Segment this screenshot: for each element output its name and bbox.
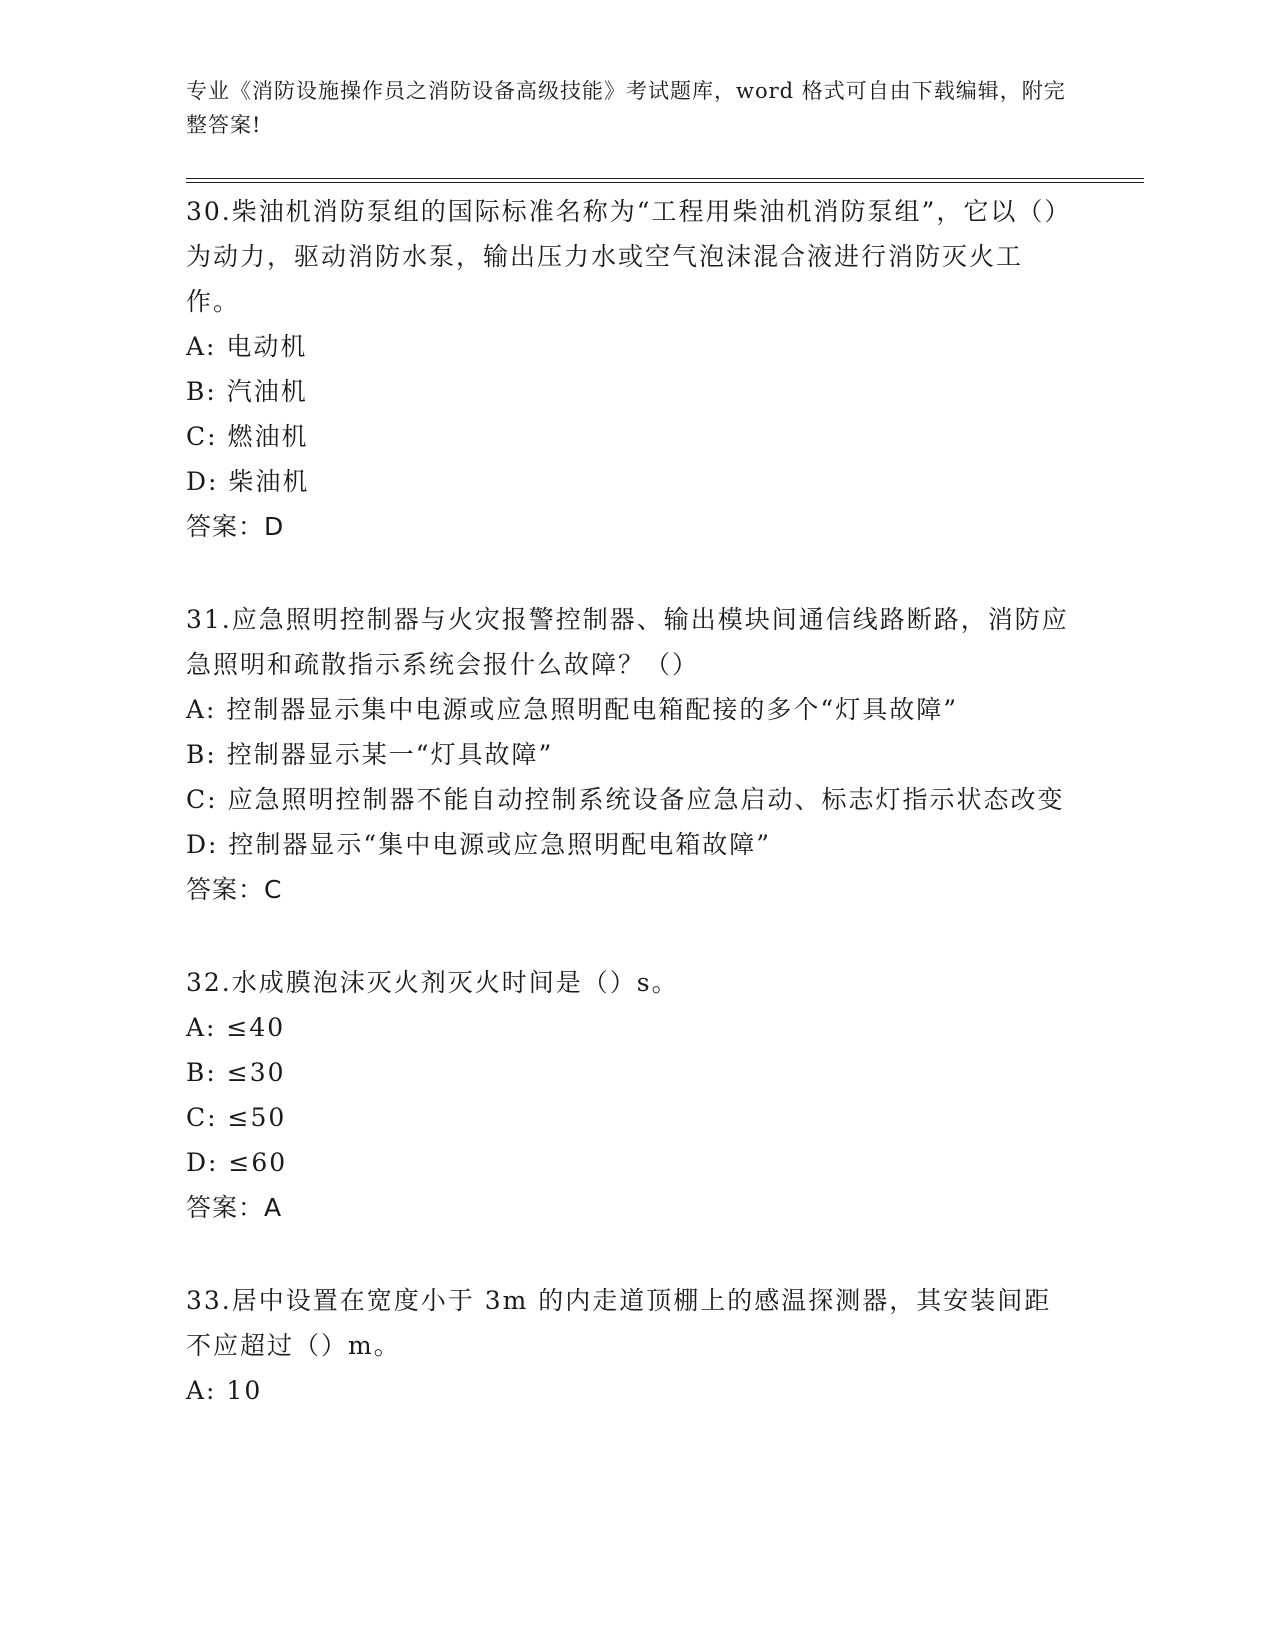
question-text: 31.应急照明控制器与火灾报警控制器、输出模块间通信线路断路，消防应急照明和疏散指示系统会报什么故障？（）: [186, 605, 1069, 679]
question-text: 32.水成膜泡沫灭火剂灭火时间是（）s。: [186, 968, 679, 997]
option-c: C: 燃油机: [186, 422, 309, 451]
question-32: [186, 960, 1076, 1230]
option-b: B: ≤30: [186, 1058, 286, 1087]
document-header: 专业《消防设施操作员之消防设备高级技能》考试题库，word 格式可自由下载编辑，附完整答案!: [186, 79, 1066, 137]
answer: 答案：C: [186, 875, 283, 904]
question-30: [186, 189, 1076, 549]
answer: 答案：D: [186, 512, 285, 541]
option-b: B: 控制器显示某一“灯具故障”: [186, 740, 554, 769]
question-31: [186, 597, 1076, 912]
question-text: 33.居中设置在宽度小于 3m 的内走道顶棚上的感温探测器，其安装间距不应超过（）m。: [186, 1286, 1052, 1360]
option-a: A: 10: [186, 1376, 263, 1405]
option-a: A: 控制器显示集中电源或应急照明配电箱配接的多个“灯具故障”: [186, 695, 958, 724]
option-d: D: 柴油机: [186, 467, 310, 496]
question-33: [186, 1278, 1076, 1413]
option-d: D: ≤60: [186, 1148, 288, 1177]
option-a: A: 电动机: [186, 332, 308, 361]
option-c: C: 应急照明控制器不能自动控制系统设备应急启动、标志灯指示状态改变: [186, 785, 1065, 814]
option-c: C: ≤50: [186, 1103, 287, 1132]
header-rule-top: [186, 178, 1144, 179]
option-b: B: 汽油机: [186, 377, 308, 406]
option-d: D: 控制器显示“集中电源或应急照明配电箱故障”: [186, 830, 771, 859]
answer: 答案：A: [186, 1193, 283, 1222]
question-text: 30.柴油机消防泵组的国际标准名称为“工程用柴油机消防泵组”，它以（）为动力，驱动消防水泵，输出压力水或空气泡沫混合液进行消防灭火工作。: [186, 197, 1072, 316]
question-list: [186, 189, 1076, 1461]
option-a: A: ≤40: [186, 1013, 286, 1042]
header-rule-bottom: [186, 182, 1144, 183]
